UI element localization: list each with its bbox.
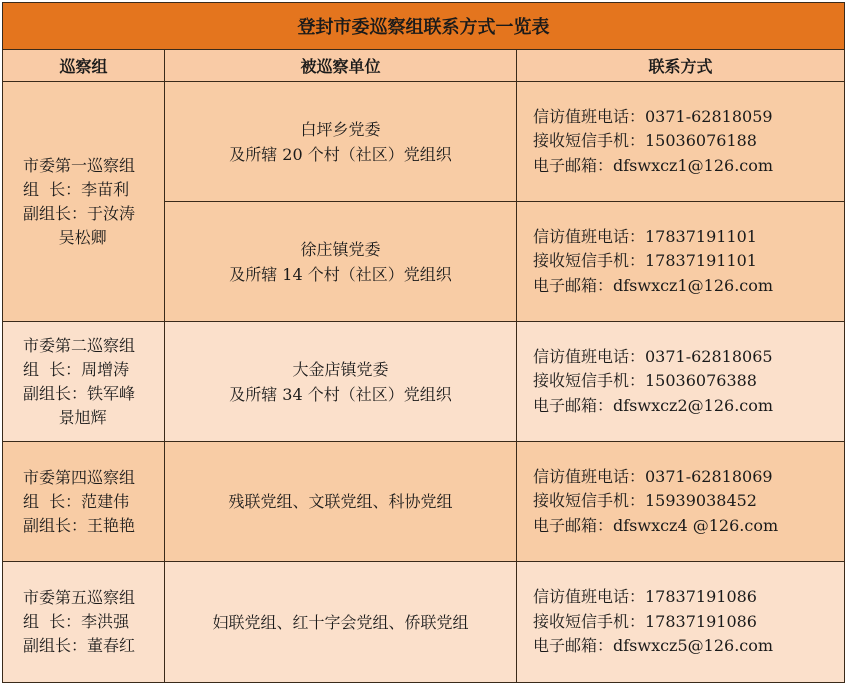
unit-line-2: 及所辖 14 个村（社区）党组织 [229, 264, 452, 284]
team-cell-2 [3, 322, 165, 442]
unit-line-1: 残联党组、文联党组、科协党组 [228, 492, 453, 511]
header-unit: 被巡察单位 [165, 50, 517, 82]
contact-cell [517, 442, 845, 562]
team-name: 市委第五巡察组 [23, 588, 136, 607]
team-name: 市委第一巡察组 [23, 155, 136, 175]
contact-phone: 信访值班电话：0371-62818069 [533, 466, 773, 486]
team-leader: 组 长：范建伟 [23, 491, 130, 511]
contact-phone: 信访值班电话：0371-62818065 [533, 346, 773, 366]
team-cell-4 [3, 442, 165, 562]
unit-line-1: 大金店镇党委 [292, 359, 389, 379]
contact-email: 电子邮箱：dfswxcz2@126.com [533, 395, 774, 415]
contact-phone: 信访值班电话：0371-62818059 [533, 106, 773, 126]
contact-table [2, 2, 845, 683]
table-title: 登封市委巡察组联系方式一览表 [3, 3, 845, 50]
table-row [3, 82, 845, 202]
team-deputy: 副组长：王艳艳 [23, 515, 136, 535]
contact-sms: 接收短信手机：15036076388 [533, 371, 757, 391]
header-contact: 联系方式 [517, 50, 845, 82]
team-deputy-2: 景旭辉 [23, 407, 107, 427]
team-deputy-2: 吴松卿 [23, 227, 107, 247]
unit-cell [165, 562, 517, 683]
team-deputy: 副组长：董春红 [23, 636, 136, 655]
contact-cell [517, 562, 845, 683]
contact-cell [517, 202, 845, 322]
team-leader: 组 长：周增涛 [23, 359, 130, 379]
header-team: 巡察组 [3, 50, 165, 82]
unit-line-1: 妇联党组、红十字会党组、侨联党组 [212, 612, 469, 632]
unit-line-1: 徐庄镇党委 [300, 239, 381, 259]
unit-line-2: 及所辖 20 个村（社区）党组织 [229, 144, 452, 164]
contact-cell [517, 322, 845, 442]
unit-line-1: 白坪乡党委 [300, 119, 381, 139]
contact-sms: 接收短信手机：17837191086 [533, 611, 757, 631]
unit-cell [165, 202, 517, 322]
team-deputy: 副组长：于汝涛 [23, 203, 136, 223]
team-cell-5 [3, 562, 165, 683]
unit-line-2: 及所辖 34 个村（社区）党组织 [229, 384, 452, 404]
contact-phone: 信访值班电话：17837191101 [533, 226, 757, 246]
team-name: 市委第二巡察组 [23, 335, 136, 355]
unit-cell [165, 322, 517, 442]
table-row [3, 562, 845, 683]
contact-sms: 接收短信手机：15939038452 [533, 491, 757, 511]
table-row [3, 442, 845, 562]
team-leader: 组 长：李苗利 [23, 179, 130, 199]
contact-email: 电子邮箱：dfswxcz1@126.com [533, 275, 774, 295]
team-deputy: 副组长：铁军峰 [23, 383, 136, 403]
contact-email: 电子邮箱：dfswxcz1@126.com [533, 155, 774, 175]
contact-sms: 接收短信手机：17837191101 [533, 251, 757, 271]
unit-cell [165, 442, 517, 562]
contact-phone: 信访值班电话：17837191086 [533, 587, 757, 607]
contact-cell [517, 82, 845, 202]
unit-cell [165, 82, 517, 202]
contact-email: 电子邮箱：dfswxcz4 @126.com [533, 515, 779, 535]
team-cell-1 [3, 82, 165, 322]
table-row [3, 322, 845, 442]
team-name: 市委第四巡察组 [23, 467, 136, 487]
contact-email: 电子邮箱：dfswxcz5@126.com [533, 636, 774, 656]
team-leader: 组 长：李洪强 [23, 612, 130, 631]
contact-sms: 接收短信手机：15036076188 [533, 131, 757, 151]
